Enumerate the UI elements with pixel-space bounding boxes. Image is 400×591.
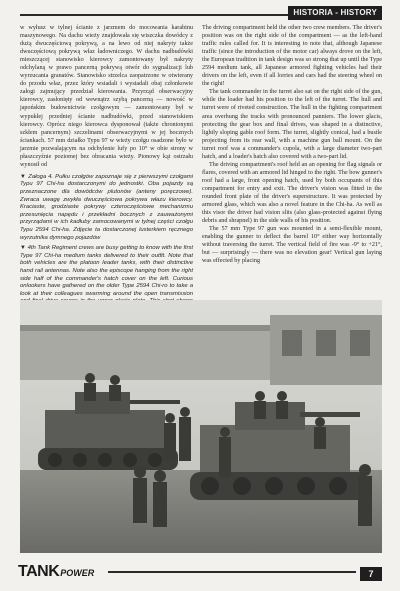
page-number: 7	[360, 567, 382, 581]
tanks-photo	[20, 300, 382, 553]
photo-captions	[20, 174, 193, 314]
header-bar	[20, 6, 382, 20]
paragraph: w wyłusz w tylnej ścianie z jarzmem do mocowania karabinu maszynowego. Na dachu wieży znajdowała się wiszczka dowódcy z dużą dwuczęściową pokrywą, a na lewo od niej nakryty także dwuczęściową pokrywą właz ładowniczego. W dachu nadbudówki mieszczącej stanowisko kierowcy zamontowany był nakryty odchylaną w prawo pancerną pokrywą otwór do sygnalizacji lub wyrzucania granatów. Stanowisko strzelca zaopatrzone w otwierany do przodu właz, przez który wsiadali i wysiadali obaj członkowie załogi zajmujący przedział kierowania. Przyrząd obserwacyjny kierowcy, zasłonięty od wewnątrz szybą pancerną — nowość w japońskim budownictwie czołgowym — zamontowany był w wypukłej przedniej ścianie nadbudówki, przed stanowiskiem kierowcy. Oprócz niego kierowca dysponował (także chronionymi szkłem pancernym) szczelinami obserwacyjnymi w jej bocznych ściankach. 57 mm działko Typu 97 w wieży czołgu osadzone było w jarzmie pozwalającym na odchylenie lufy po 10° w obie strony w płaszczyźnie poziomej bez obracania wieży. Pionowy kąt ostrzału wynosił od	[20, 25, 193, 168]
tanks-photo-illustration	[20, 300, 382, 553]
footer	[18, 561, 382, 583]
logo-power-text: POWER	[60, 568, 95, 578]
left-column	[20, 24, 193, 297]
logo-tank-text: TANK	[18, 563, 60, 580]
header-rule	[20, 14, 298, 16]
footer-rule	[108, 571, 356, 573]
paragraph: The driving compartment's roof held an an opening for flag signals or flares, covered with an armored lid hinged to the right. The bow gunner's roof had a large, front opening hatch, used by both occupants of this compartment for entry and exit. The driver's vision was fitted in the rounded front plate of the driver's superstructure. It was protected by armored glass, which was also a novel feature in the Chi-ha. As well as this visor the driver had vision slits (also glass-protected against flying debris and shrapnel) in the side walls of his position.	[202, 161, 382, 225]
polish-body-text	[20, 24, 193, 169]
paragraph: The driving compartment held the other two crew members. The driver's position was on the right side of the compartment — as the left-hand traffic rules called for. It is interesting to note that, although Japanese traffic (since the introduction of the motor car) always drove on the left, the European tradition in tank design was so strong that up until the Type 2594 medium tank, all Japanese armored fighting vehicles had their drivers on the left, even if all lorries and cars had the steering wheel on the right!	[202, 25, 382, 88]
paragraph: The 57 mm Type 97 gun was mounted in a semi-flexible mount, enabling the gunner to deflect the barrel 10° either way horizontally without traversing the turret. The vertical field of fire was -9° to +21°, but — surprisingly — there was no elevation gear! Vertical gun laying was effected by placing	[202, 226, 382, 265]
caption-polish: ▼ Załoga 4. Pułku czołgów zapoznaje się z pierwszymi czołgami Typu 97 Chi-ha dostarczonymi do jednostki. Oba pojazdy są przeznaczone dla dowódców plutonów (anteny poręczowe). Zwraca uwagę zwykła dwuczęściowa pokrywa włazu kierowcy. Kraciaste, grodziaste pokrywy czteroczęściowe mechanizmu przesunięcia napędu i przekładni bocznych z zauważonymi przyrządami w ich kadłuby zamocowanymi w tylnej części czołgu Typu 2594 Chi-ha. Zdjęcie ta dostarczonej lusterkiem ręcznego wyrzutnika dymnego pojazdów	[20, 173, 193, 241]
right-column	[202, 24, 382, 292]
paragraph: The tank commander in the turret also sat on the right side of the gun, while the loader had his position to the left of the turret. The hull and turret were of riveted construction. The hull in the fighting compartment area overhung the tracks with pronounced panniers. The lower glacis, protecting the gear box and final drives, was shaped in a distinctive, lightly sloping gable roof form. The turret, slightly conical, had a bustle projecting from its rear wall, with a machine gun ball mount. On the turret roof was a commander's cupola, with a large diameter two-part hatch, and a loader's hatch also covered with a two-part lid.	[202, 89, 382, 160]
section-title: HISTORIA - HISTORY	[288, 6, 382, 20]
tank-power-logo	[18, 563, 94, 581]
caption-english: ▼ 4th Tank Regiment crews are busy getting to know with the first Type 97 Chi-ha medium tanks delivered to their outfit. Note that both vehicles are the platoon leader tanks, with their distinctive hand rail antennas. Note also the episcope hanging from the right side half of the commander's hatch cover on the left. Curious onlookers have gathered on the older Type 2594 Chi-ro to take a look at their colleagues swarming around the open transmission	[20, 245, 193, 297]
english-body-text	[202, 24, 382, 265]
